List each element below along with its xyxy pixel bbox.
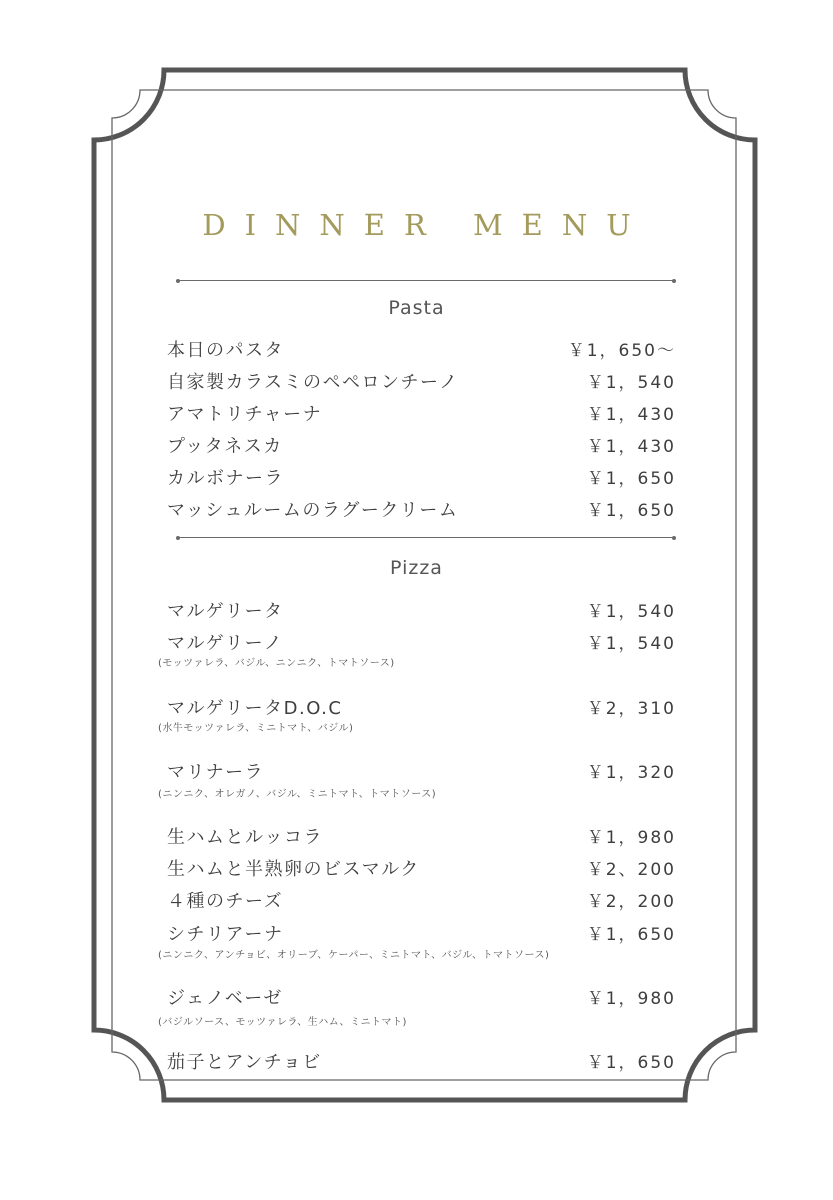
- item-price: ￥1，540: [586, 634, 676, 654]
- menu-item: [167, 597, 676, 623]
- menu-item: [167, 1048, 676, 1074]
- menu-item: [167, 432, 676, 458]
- item-price: ￥1，980: [586, 828, 676, 848]
- item-name: カルボナーラ: [167, 468, 284, 489]
- item-note: (水牛モッツァレラ、ミニトマト、バジル): [158, 723, 354, 734]
- item-price: ￥1，650～: [567, 341, 676, 361]
- menu-item: [167, 984, 676, 1010]
- menu-item: [167, 823, 676, 849]
- item-name: ジェノベーゼ: [167, 988, 283, 1009]
- menu-item: [167, 694, 676, 720]
- item-name: マルゲリータD.O.C: [167, 698, 343, 719]
- menu-item: [167, 887, 676, 913]
- item-price: ￥2，200: [586, 892, 676, 912]
- item-name: ４種のチーズ: [167, 891, 284, 912]
- menu-item: [167, 629, 676, 655]
- section-title-pizza: Pizza: [390, 557, 443, 579]
- item-price: ￥1，540: [586, 373, 676, 393]
- section-title-pasta: Pasta: [388, 297, 445, 319]
- item-price: ￥1，650: [586, 1053, 676, 1073]
- item-name: シチリアーナ: [167, 924, 284, 945]
- menu-item: [167, 464, 676, 490]
- item-note: (ニンニク、オレガノ、バジル、ミニトマト、トマトソース): [158, 789, 437, 800]
- item-note: (モッツァレラ、バジル、ニンニク、トマトソース): [158, 658, 395, 669]
- item-price: ￥1，650: [586, 925, 676, 945]
- item-price: ￥1，430: [586, 405, 676, 425]
- item-price: ￥1，650: [586, 501, 676, 521]
- item-name: マリナーラ: [167, 762, 265, 783]
- item-price: ￥1，650: [586, 469, 676, 489]
- item-price: ￥2，310: [586, 699, 676, 719]
- item-name: マルゲリーノ: [167, 633, 284, 654]
- menu-item: [167, 758, 676, 784]
- item-price: ￥1，430: [586, 437, 676, 457]
- item-name: 茄子とアンチョビ: [167, 1052, 322, 1073]
- item-note: (ニンニク、アンチョビ、オリーブ、ケーパー、ミニトマト、バジル、トマトソース): [158, 950, 550, 961]
- menu-item: [167, 496, 676, 522]
- menu-item: [167, 368, 676, 394]
- item-price: ￥2、200: [586, 860, 676, 880]
- item-name: アマトリチャーナ: [167, 404, 323, 425]
- menu-item: [167, 920, 676, 946]
- divider: [178, 280, 674, 281]
- menu-item: [167, 855, 676, 881]
- menu-title: DINNER MENU: [202, 208, 650, 242]
- item-price: ￥1，320: [586, 763, 676, 783]
- item-note: (バジルソース、モッツァレラ、生ハム、ミニトマト): [158, 1017, 407, 1028]
- item-name: 本日のパスタ: [167, 340, 284, 361]
- item-name: プッタネスカ: [167, 436, 283, 457]
- item-price: ￥1，980: [586, 989, 676, 1009]
- item-price: ￥1，540: [586, 602, 676, 622]
- item-name: 自家製カラスミのペペロンチーノ: [167, 372, 459, 393]
- item-name: マルゲリータ: [167, 601, 284, 622]
- item-name: マッシュルームのラグークリーム: [167, 500, 459, 521]
- item-name: 生ハムとルッコラ: [167, 827, 323, 848]
- divider: [178, 537, 674, 538]
- item-name: 生ハムと半熟卵のビスマルク: [167, 859, 420, 880]
- menu-item: [167, 400, 676, 426]
- menu-item: [167, 336, 676, 362]
